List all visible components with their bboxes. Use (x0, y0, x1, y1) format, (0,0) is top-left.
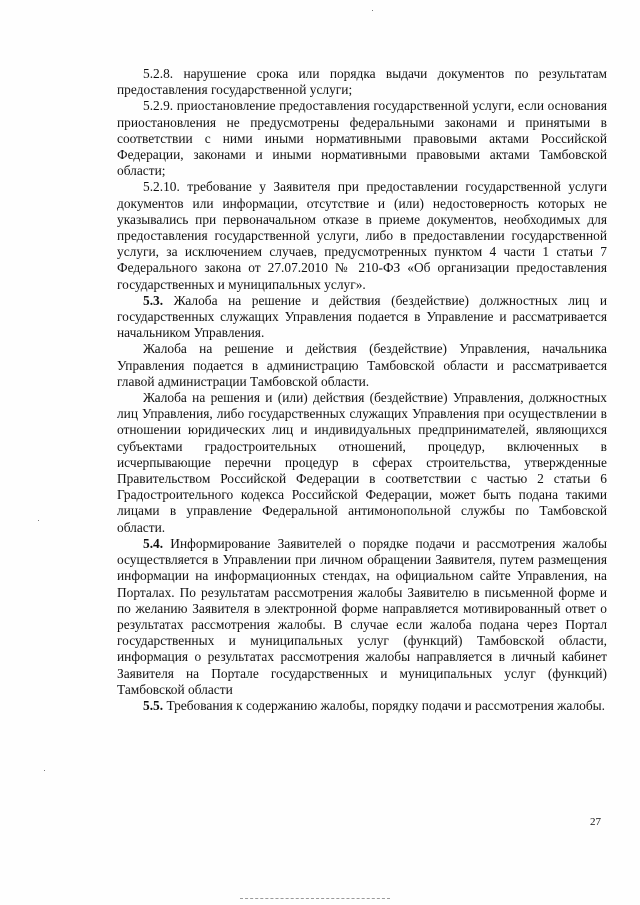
paragraph-text: 5.2.9. приостановление предоставления государственной услуги, если основания приостановления не предусмотрены федеральными законами и принятыми в соответствии с ними иными нормативными правовыми актами Российской Федерации, законами и иными нормативными правовыми актами Тамбовской области; (117, 98, 607, 179)
paragraph-text: Жалоба на решение и действия (бездействие) должностных лиц и государственных служащих Управления подается в Управление и рассматривается начальником Управления. (117, 292, 607, 341)
paragraph-5-2-8 (117, 66, 607, 98)
page-number: 27 (590, 816, 601, 828)
scan-speck (38, 520, 39, 521)
paragraph-5-4 (117, 536, 607, 698)
paragraph-5-5 (117, 698, 607, 714)
section-number: 5.4. (143, 535, 164, 551)
paragraph-text: Жалоба на решение и действия (бездействие) Управления, начальника Управления подается в администрацию Тамбовской области и рассматривается главой администрации Тамбовской области. (117, 341, 607, 389)
section-number: 5.3. (143, 292, 164, 308)
section-number: 5.5. (143, 697, 164, 713)
scan-speck (44, 770, 45, 771)
paragraph-5-3 (117, 293, 607, 342)
paragraph-text: 5.2.8. нарушение срока или порядка выдачи документов по результатам предоставления государственной услуги; (117, 66, 607, 98)
paragraph-5-3-regional (117, 341, 607, 390)
document-body (117, 66, 607, 714)
paragraph-text: Жалоба на решения и (или) действия (бездействие) Управления, должностных лиц Управления, либо государственных служащих Управления при осуществлении в отношении юридических лиц и индивидуальных предпринимателей, являющихся субъектами градостроительных отношений, процедур, включенных в исчерпывающие перечни процедур в сферах строительства, утвержденные Правительством Российской Федерации в соответствии с частью 2 статьи 6 Градостроительного кодекса Российской Федерации, может быть подана такими лицами в управление Федеральной антимонопольной службы по Тамбовской области. (117, 390, 607, 535)
paragraph-5-3-antimonopoly (117, 390, 607, 536)
paragraph-5-2-9 (117, 98, 607, 179)
paragraph-5-2-10 (117, 179, 607, 292)
scan-edge-line (240, 898, 390, 899)
paragraph-text: 5.2.10. требование у Заявителя при предоставлении государственной услуги документов или информации, отсутствие и (или) недостоверность которых не указывались при первоначальном отказе в приеме документов, необходимых для предоставления государственной услуги, либо в предоставлении государственной услуги, за исключением случаев, предусмотренных пунктом 4 части 1 статьи 7 Федерального закона от 27.07.2010 № 210-ФЗ «Об организации предоставления государственных и муниципальных услуг». (117, 179, 607, 292)
paragraph-text: Требования к содержанию жалобы, порядку подачи и рассмотрения жалобы. (163, 697, 606, 713)
paragraph-text: Информирование Заявителей о порядке подачи и рассмотрения жалобы осуществляется в Управлении при личном обращении Заявителя, путем размещения информации на информационных стендах, на официальном сайте Управления, на Порталах. По результатам рассмотрения жалобы Заявителю в письменной форме и по желанию Заявителя в электронной форме направляется мотивированный ответ о результатах рассмотрения жалобы. В случае если жалоба подана через Портал государственных и муниципальных услуг (функций) Тамбовской области, информация о результатах рассмотрения жалобы направляется в личный кабинет Заявителя на Портале государственных и муниципальных услуг (функций) Тамбовской области (117, 535, 607, 697)
scan-speck (372, 10, 373, 11)
